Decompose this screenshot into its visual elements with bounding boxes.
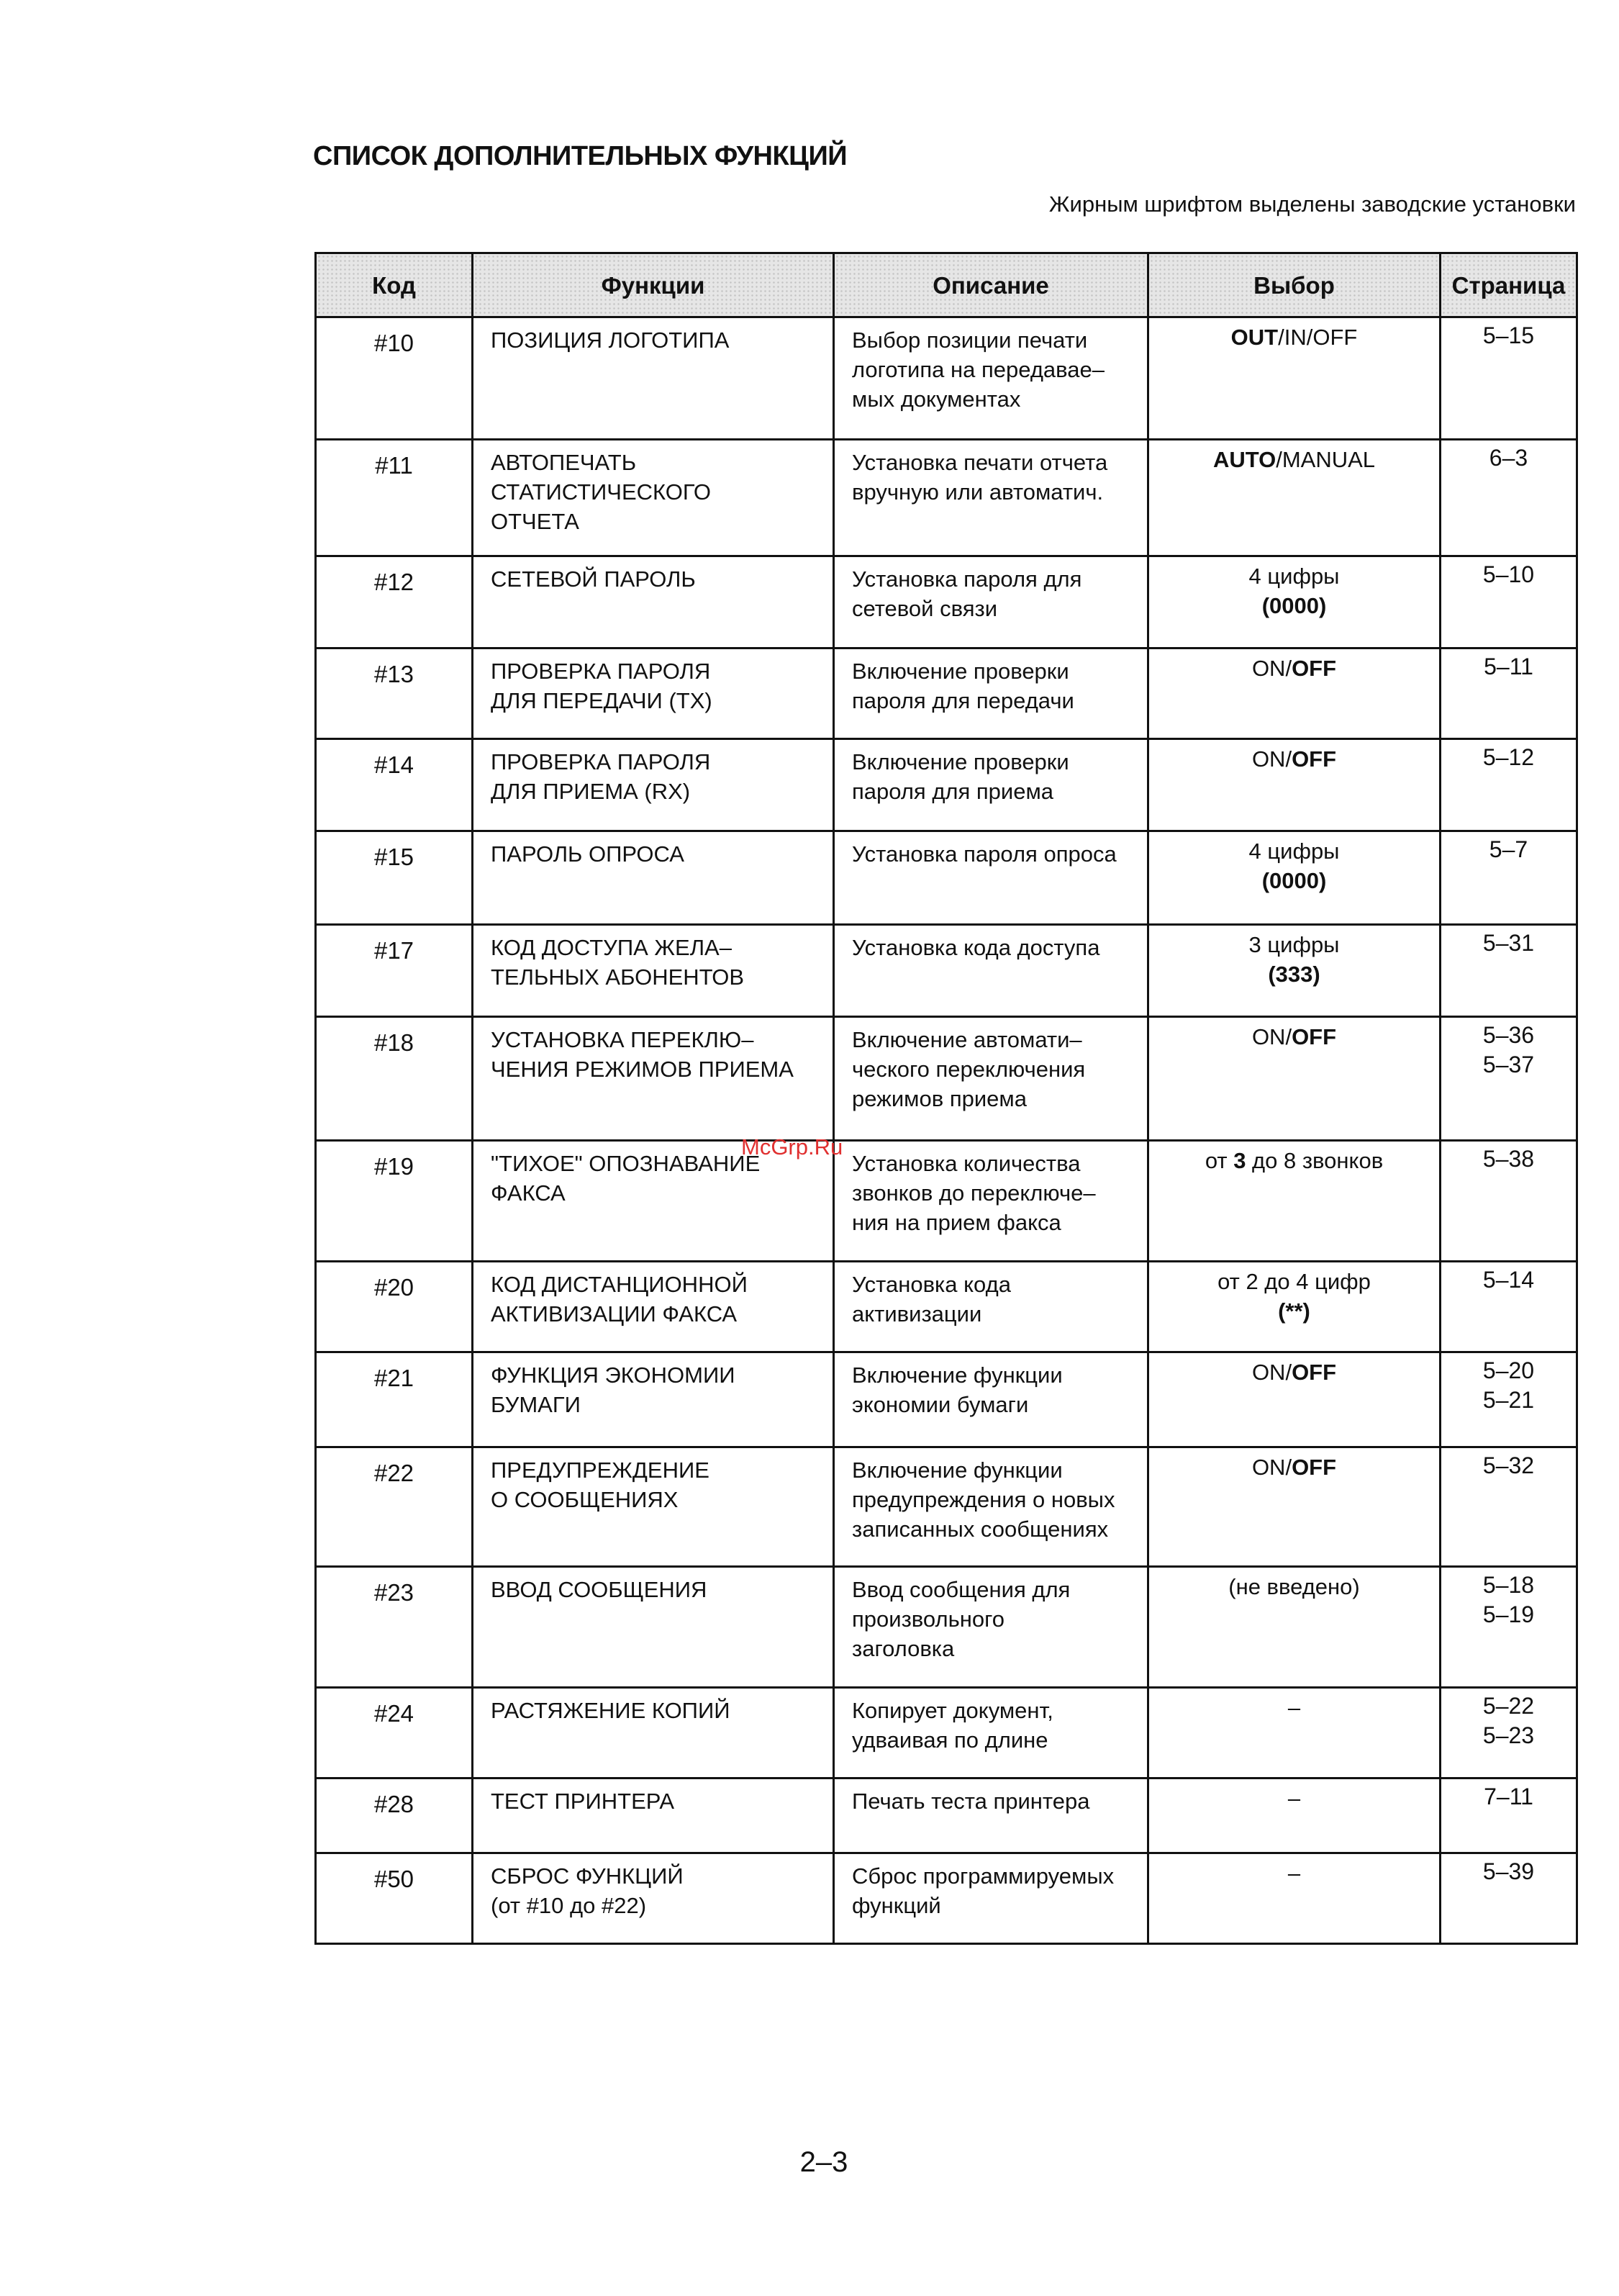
choice-line — [1150, 1296, 1438, 1326]
choice-line — [1150, 1452, 1438, 1482]
function-description: Копирует документ, удваивая по длине — [834, 1688, 1148, 1779]
function-description: Включение функции экономии бумаги — [834, 1352, 1148, 1447]
table-row — [316, 317, 1577, 440]
function-description: Установка кода активизации — [834, 1262, 1148, 1352]
choice-line — [1150, 959, 1438, 989]
function-description: Выбор позиции печати логотипа на передавае– мых документах — [834, 317, 1148, 440]
function-choice — [1148, 925, 1441, 1017]
choice-value: – — [1287, 1861, 1301, 1886]
function-name: ТЕСТ ПРИНТЕРА — [473, 1779, 834, 1853]
choice-value: 3 цифры — [1248, 932, 1340, 957]
function-code: #23 — [316, 1567, 473, 1688]
watermark: McGrp.Ru — [741, 1134, 843, 1160]
function-choice — [1148, 1447, 1441, 1567]
functions-table — [314, 252, 1578, 1945]
function-name: ПОЗИЦИЯ ЛОГОТИПА — [473, 317, 834, 440]
function-name: ПРЕДУПРЕЖДЕНИЕ О СООБЩЕНИЯХ — [473, 1447, 834, 1567]
factory-defaults-note: Жирным шрифтом выделены заводские установки — [1048, 191, 1576, 217]
choice-line — [1150, 1146, 1438, 1175]
function-description: Печать теста принтера — [834, 1779, 1148, 1853]
choice-value: ON/ — [1251, 1360, 1292, 1385]
page-title: СПИСОК ДОПОЛНИТЕЛЬНЫХ ФУНКЦИЙ — [313, 141, 848, 171]
choice-line — [1150, 1784, 1438, 1813]
function-name: РАСТЯЖЕНИЕ КОПИЙ — [473, 1688, 834, 1779]
table-row — [316, 1447, 1577, 1567]
choice-default-value: AUTO — [1212, 447, 1276, 472]
function-choice — [1148, 1017, 1441, 1141]
choice-value: – — [1287, 1786, 1301, 1811]
function-choice — [1148, 739, 1441, 831]
function-page-ref: 5–31 — [1441, 925, 1577, 1017]
function-name: СЕТЕВОЙ ПАРОЛЬ — [473, 556, 834, 648]
function-name: ФУНКЦИЯ ЭКОНОМИИ БУМАГИ — [473, 1352, 834, 1447]
table-row — [316, 1688, 1577, 1779]
function-description: Включение проверки пароля для приема — [834, 739, 1148, 831]
choice-line — [1150, 744, 1438, 774]
function-page-ref: 5–10 — [1441, 556, 1577, 648]
choice-value: ON/ — [1251, 656, 1292, 681]
function-choice — [1148, 1352, 1441, 1447]
table-row — [316, 1262, 1577, 1352]
choice-value: ON/ — [1251, 746, 1292, 772]
function-choice — [1148, 831, 1441, 925]
header-description: Описание — [834, 253, 1148, 317]
function-code: #12 — [316, 556, 473, 648]
function-code: #18 — [316, 1017, 473, 1141]
choice-line — [1150, 866, 1438, 895]
function-choice — [1148, 1853, 1441, 1944]
function-choice — [1148, 1141, 1441, 1262]
table-body — [316, 317, 1577, 1944]
choice-default-value: OFF — [1292, 746, 1337, 772]
function-code: #11 — [316, 440, 473, 556]
choice-line — [1150, 1357, 1438, 1387]
function-page-ref: 5–38 — [1441, 1141, 1577, 1262]
choice-line — [1150, 591, 1438, 620]
table-row — [316, 556, 1577, 648]
header-choice: Выбор — [1148, 253, 1441, 317]
function-page-ref: 5–15 — [1441, 317, 1577, 440]
choice-line — [1150, 322, 1438, 352]
choice-line — [1150, 836, 1438, 866]
function-name: ПРОВЕРКА ПАРОЛЯ ДЛЯ ПРИЕМА (RX) — [473, 739, 834, 831]
header-page: Страница — [1441, 253, 1577, 317]
choice-line — [1150, 930, 1438, 959]
function-description: Установка печати отчета вручную или автоматич. — [834, 440, 1148, 556]
function-page-ref: 5–12 — [1441, 739, 1577, 831]
function-code: #13 — [316, 648, 473, 739]
choice-default-value: OFF — [1292, 1455, 1337, 1480]
function-choice — [1148, 440, 1441, 556]
function-code: #19 — [316, 1141, 473, 1262]
header-function: Функции — [473, 253, 834, 317]
function-page-ref: 5–20 5–21 — [1441, 1352, 1577, 1447]
choice-value: от — [1205, 1148, 1234, 1173]
function-code: #21 — [316, 1352, 473, 1447]
function-name: АВТОПЕЧАТЬ СТАТИСТИЧЕСКОГО ОТЧЕТА — [473, 440, 834, 556]
function-name: "ТИХОЕ" ОПОЗНАВАНИЕ ФАКСА — [473, 1141, 834, 1262]
choice-default-value: (0000) — [1261, 593, 1327, 618]
table-row — [316, 831, 1577, 925]
table-header-row — [316, 253, 1577, 317]
choice-line — [1150, 1858, 1438, 1888]
choice-line — [1150, 1572, 1438, 1601]
function-code: #24 — [316, 1688, 473, 1779]
table-row — [316, 648, 1577, 739]
function-code: #20 — [316, 1262, 473, 1352]
function-name: КОД ДОСТУПА ЖЕЛА– ТЕЛЬНЫХ АБОНЕНТОВ — [473, 925, 834, 1017]
choice-line — [1150, 561, 1438, 591]
choice-default-value: (0000) — [1261, 868, 1327, 893]
function-name: КОД ДИСТАНЦИОННОЙ АКТИВИЗАЦИИ ФАКСА — [473, 1262, 834, 1352]
function-page-ref: 5–32 — [1441, 1447, 1577, 1567]
function-code: #22 — [316, 1447, 473, 1567]
choice-default-value: (333) — [1268, 962, 1320, 987]
function-page-ref: 5–18 5–19 — [1441, 1567, 1577, 1688]
function-code: #17 — [316, 925, 473, 1017]
function-name: ВВОД СООБЩЕНИЯ — [473, 1567, 834, 1688]
function-name: УСТАНОВКА ПЕРЕКЛЮ– ЧЕНИЯ РЕЖИМОВ ПРИЕМА — [473, 1017, 834, 1141]
choice-value: 4 цифры — [1248, 564, 1340, 589]
choice-value: от 2 до 4 цифр — [1217, 1269, 1371, 1294]
function-name: СБРОС ФУНКЦИЙ (от #10 до #22) — [473, 1853, 834, 1944]
table-row — [316, 1567, 1577, 1688]
function-page-ref: 7–11 — [1441, 1779, 1577, 1853]
choice-line — [1150, 1693, 1438, 1722]
function-description: Ввод сообщения для произвольного заголовка — [834, 1567, 1148, 1688]
choice-default-value: OFF — [1292, 1360, 1337, 1385]
function-code: #10 — [316, 317, 473, 440]
table-row — [316, 1141, 1577, 1262]
function-page-ref: 5–14 — [1441, 1262, 1577, 1352]
function-choice — [1148, 317, 1441, 440]
function-choice — [1148, 1262, 1441, 1352]
function-description: Установка количества звонков до переключе– ния на прием факса — [834, 1141, 1148, 1262]
choice-default-value: (**) — [1278, 1298, 1310, 1324]
function-choice — [1148, 1567, 1441, 1688]
table-row — [316, 925, 1577, 1017]
function-name: ПРОВЕРКА ПАРОЛЯ ДЛЯ ПЕРЕДАЧИ (TX) — [473, 648, 834, 739]
table-row — [316, 1853, 1577, 1944]
choice-line — [1150, 654, 1438, 683]
function-description: Включение проверки пароля для передачи — [834, 648, 1148, 739]
function-code: #28 — [316, 1779, 473, 1853]
choice-default-value: 3 — [1233, 1148, 1246, 1173]
choice-default-value: OFF — [1292, 656, 1337, 681]
function-code: #15 — [316, 831, 473, 925]
function-page-ref: 6–3 — [1441, 440, 1577, 556]
choice-value: до 8 звонков — [1246, 1148, 1384, 1173]
page-number: 2–3 — [799, 2146, 848, 2178]
function-description: Установка пароля для сетевой связи — [834, 556, 1148, 648]
function-choice — [1148, 648, 1441, 739]
function-page-ref: 5–7 — [1441, 831, 1577, 925]
function-choice — [1148, 1779, 1441, 1853]
function-description: Сброс программируемых функций — [834, 1853, 1148, 1944]
choice-value: (не введено) — [1228, 1574, 1360, 1599]
header-code: Код — [316, 253, 473, 317]
table-row — [316, 1352, 1577, 1447]
table-row — [316, 1017, 1577, 1141]
function-page-ref: 5–11 — [1441, 648, 1577, 739]
choice-line — [1150, 1267, 1438, 1296]
choice-default-value: OUT — [1230, 325, 1279, 350]
function-description: Установка пароля опроса — [834, 831, 1148, 925]
function-choice — [1148, 556, 1441, 648]
choice-value: ON/ — [1251, 1455, 1292, 1480]
table-row — [316, 739, 1577, 831]
choice-value: /IN/OFF — [1278, 325, 1358, 350]
table-row — [316, 1779, 1577, 1853]
function-page-ref: 5–22 5–23 — [1441, 1688, 1577, 1779]
choice-value: /MANUAL — [1276, 447, 1376, 472]
table-row — [316, 440, 1577, 556]
choice-line — [1150, 445, 1438, 474]
choice-line — [1150, 1022, 1438, 1052]
function-page-ref: 5–39 — [1441, 1853, 1577, 1944]
choice-value: – — [1287, 1695, 1301, 1720]
choice-default-value: OFF — [1292, 1024, 1337, 1049]
function-code: #50 — [316, 1853, 473, 1944]
function-description: Включение автомати– ческого переключения режимов приема — [834, 1017, 1148, 1141]
function-description: Включение функции предупреждения о новых записанных сообщениях — [834, 1447, 1148, 1567]
function-code: #14 — [316, 739, 473, 831]
choice-value: ON/ — [1251, 1024, 1292, 1049]
function-page-ref: 5–36 5–37 — [1441, 1017, 1577, 1141]
function-name: ПАРОЛЬ ОПРОСА — [473, 831, 834, 925]
function-choice — [1148, 1688, 1441, 1779]
function-description: Установка кода доступа — [834, 925, 1148, 1017]
choice-value: 4 цифры — [1248, 839, 1340, 864]
